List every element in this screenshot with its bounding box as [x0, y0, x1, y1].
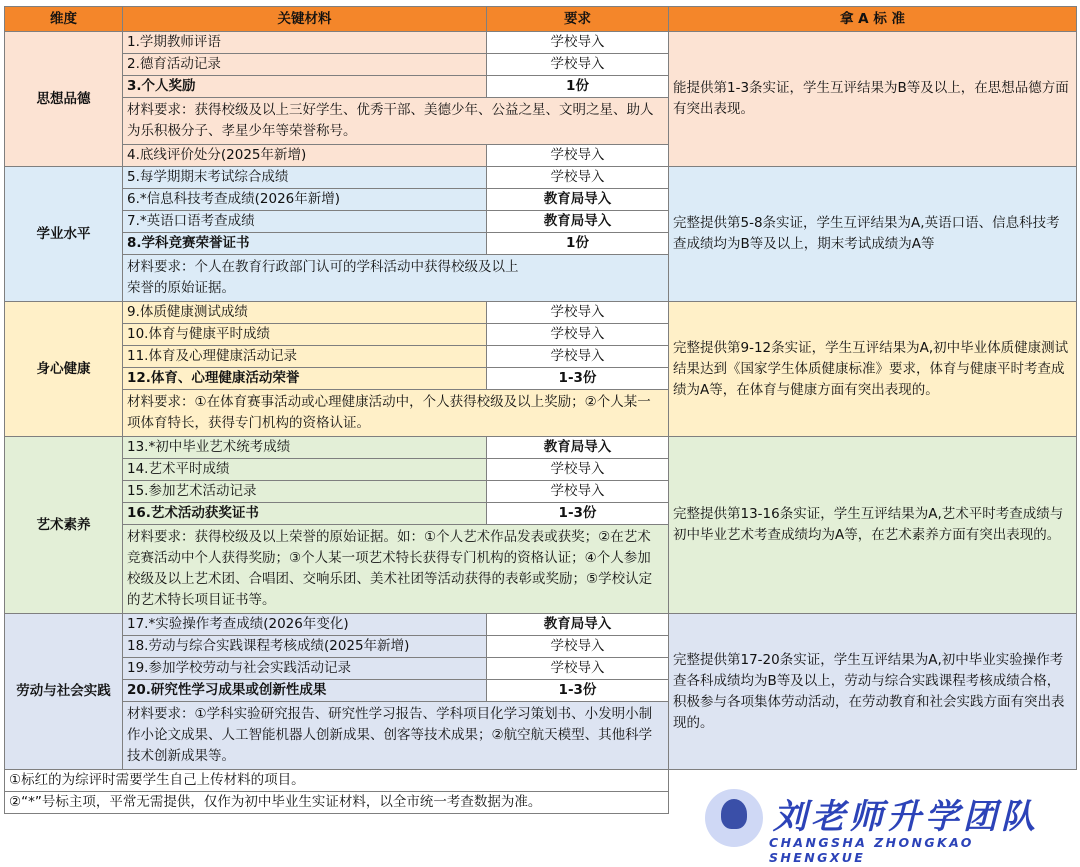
requirement-cell: 学校导入	[487, 346, 669, 368]
material-note: 材料要求：个人在教育行政部门认可的学科活动中获得校级及以上荣誉的原始证据。	[123, 255, 669, 302]
standard-cell: 完整提供第13-16条实证，学生互评结果为A,艺术平时考查成绩与初中毕业艺术考查成绩均为A等，在艺术素养方面有突出表现的。	[669, 437, 1077, 614]
requirement-cell: 学校导入	[487, 167, 669, 189]
requirement-cell: 学校导入	[487, 459, 669, 481]
footnote: ②“*”号标主项，平常无需提供，仅作为初中毕业生实证材料，以全市统一考查数据为准。	[5, 792, 669, 814]
material-item: 9.体质健康测试成绩	[123, 302, 487, 324]
dimension-cell: 艺术素养	[5, 437, 123, 614]
standard-cell: 完整提供第5-8条实证，学生互评结果为A,英语口语、信息科技考查成绩均为B等及以上，期末考试成绩为A等	[669, 167, 1077, 302]
material-note: 材料要求：①在体育赛事活动或心理健康活动中，个人获得校级及以上奖励；②个人某一项体育特长，获得专门机构的资格认证。	[123, 390, 669, 437]
evaluation-table	[4, 6, 1077, 814]
table-row	[5, 614, 1077, 636]
material-item: 14.艺术平时成绩	[123, 459, 487, 481]
requirement-cell: 教育局导入	[487, 211, 669, 233]
requirement-cell: 学校导入	[487, 658, 669, 680]
material-item: 2.德育活动记录	[123, 54, 487, 76]
requirement-cell: 1-3份	[487, 680, 669, 702]
material-item-highlight: 8.学科竞赛荣誉证书	[123, 233, 487, 255]
dimension-cell: 劳动与社会实践	[5, 614, 123, 770]
material-note: 材料要求：①学科实验研究报告、研究性学习报告、学科项目化学习策划书、小发明小制作小论文成果、人工智能机器人创新成果、创客等技术成果；②航空航天模型、其他科学技术创新成果等。	[123, 702, 669, 770]
material-item-highlight: 20.研究性学习成果或创新性成果	[123, 680, 487, 702]
material-item: 5.每学期期末考试综合成绩	[123, 167, 487, 189]
requirement-cell: 教育局导入	[487, 614, 669, 636]
requirement-cell: 1-3份	[487, 368, 669, 390]
requirement-cell: 1-3份	[487, 503, 669, 525]
header-requirement: 要求	[487, 7, 669, 32]
header-standard: 拿 A 标 准	[669, 7, 1077, 32]
material-item: 6.*信息科技考查成绩(2026年新增)	[123, 189, 487, 211]
requirement-cell: 学校导入	[487, 32, 669, 54]
standard-cell: 能提供第1-3条实证，学生互评结果为B等及以上，在思想品德方面有突出表现。	[669, 32, 1077, 167]
material-item: 10.体育与健康平时成绩	[123, 324, 487, 346]
material-item-highlight: 16.艺术活动获奖证书	[123, 503, 487, 525]
table-row	[5, 167, 1077, 189]
material-item: 11.体育及心理健康活动记录	[123, 346, 487, 368]
logo-subtitle: CHANGSHA ZHONGKAO SHENGXUE	[769, 835, 974, 865]
material-item: 17.*实验操作考查成绩(2026年变化)	[123, 614, 487, 636]
standard-cell: 完整提供第17-20条实证，学生互评结果为A,初中毕业实验操作考查各科成绩均为B等及以上，劳动与综合实践课程考核成绩合格，积极参与各项集体劳动活动，在劳动教育和社会实践方面有突出表现的。	[669, 614, 1077, 770]
header-dimension: 维度	[5, 7, 123, 32]
table-row	[5, 302, 1077, 324]
dimension-cell: 身心健康	[5, 302, 123, 437]
material-item: 7.*英语口语考查成绩	[123, 211, 487, 233]
requirement-cell: 学校导入	[487, 145, 669, 167]
material-note: 材料要求：获得校级及以上荣誉的原始证据。如：①个人艺术作品发表或获奖；②在艺术竞赛活动中个人获得奖励；③个人某一项艺术特长获得专门机构的资格认证；④个人参加校级及以上艺术团、合唱团、交响乐团、美术社团等活动获得的表彰或奖励；⑤学校认定的艺术特长项目证书等。	[123, 525, 669, 614]
header-materials: 关键材料	[123, 7, 487, 32]
requirement-cell: 1份	[487, 76, 669, 98]
brand-logo	[695, 783, 1070, 863]
material-note: 材料要求：获得校级及以上三好学生、优秀干部、美德少年、公益之星、文明之星、助人为乐积极分子、孝星少年等荣誉称号。	[123, 98, 669, 145]
material-item: 19.参加学校劳动与社会实践活动记录	[123, 658, 487, 680]
material-item-highlight: 12.体育、心理健康活动荣誉	[123, 368, 487, 390]
material-item: 1.学期教师评语	[123, 32, 487, 54]
requirement-cell: 学校导入	[487, 636, 669, 658]
logo-avatar-icon	[705, 789, 763, 847]
requirement-cell: 1份	[487, 233, 669, 255]
requirement-cell: 学校导入	[487, 54, 669, 76]
material-item: 18.劳动与综合实践课程考核成绩(2025年新增)	[123, 636, 487, 658]
material-item: 13.*初中毕业艺术统考成绩	[123, 437, 487, 459]
dimension-cell: 思想品德	[5, 32, 123, 167]
requirement-cell: 学校导入	[487, 481, 669, 503]
material-item: 15.参加艺术活动记录	[123, 481, 487, 503]
requirement-cell: 学校导入	[487, 324, 669, 346]
table-row	[5, 437, 1077, 459]
standard-cell: 完整提供第9-12条实证，学生互评结果为A,初中毕业体质健康测试结果达到《国家学生体质健康标准》要求，体育与健康平时考查成绩为A等，在体育与健康方面有突出表现的。	[669, 302, 1077, 437]
logo-title: 刘老师升学团队	[773, 797, 1039, 837]
requirement-cell: 教育局导入	[487, 437, 669, 459]
table-row	[5, 32, 1077, 54]
requirement-cell: 学校导入	[487, 302, 669, 324]
material-item: 4.底线评价处分(2025年新增)	[123, 145, 487, 167]
footnote: ①标红的为综评时需要学生自己上传材料的项目。	[5, 770, 669, 792]
requirement-cell: 教育局导入	[487, 189, 669, 211]
header-row	[5, 7, 1077, 32]
material-item-highlight: 3.个人奖励	[123, 76, 487, 98]
dimension-cell: 学业水平	[5, 167, 123, 302]
